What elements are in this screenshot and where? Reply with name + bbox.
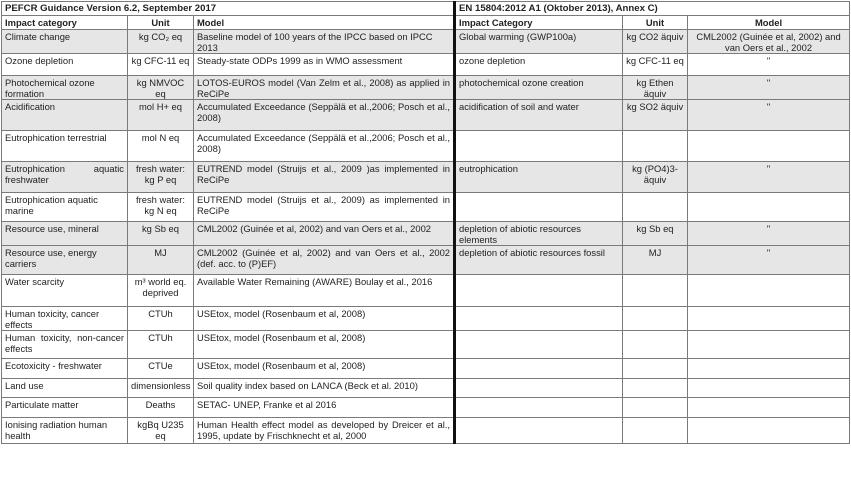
header-right-model: Model xyxy=(688,16,850,30)
right-unit-cell: kg CO2 äquiv xyxy=(623,30,688,54)
impact-category-cell: Eutrophication terrestrial xyxy=(2,131,128,162)
right-impact-category-cell xyxy=(455,398,623,418)
unit-cell: MJ xyxy=(128,246,194,275)
right-unit-cell xyxy=(623,307,688,331)
right-model-cell: " xyxy=(688,54,850,76)
impact-category-cell: Climate change xyxy=(2,30,128,54)
unit-cell: m³ world eq. deprived xyxy=(128,275,194,307)
model-cell: LOTOS-EUROS model (Van Zelm et al., 2008) as applied in ReCiPe xyxy=(194,76,455,100)
right-model-cell xyxy=(688,193,850,222)
table-row xyxy=(2,162,850,193)
model-cell: EUTREND model (Struijs et al., 2009 )as implemented in ReCiPe xyxy=(194,162,455,193)
right-impact-category-cell xyxy=(455,331,623,359)
right-model-cell: " xyxy=(688,100,850,131)
header-impact-category: Impact category xyxy=(2,16,128,30)
unit-cell: mol H+ eq xyxy=(128,100,194,131)
unit-cell: mol N eq xyxy=(128,131,194,162)
impact-category-cell: Ozone depletion xyxy=(2,54,128,76)
table-row xyxy=(2,418,850,444)
table-row xyxy=(2,398,850,418)
right-model-cell: " xyxy=(688,246,850,275)
table-row xyxy=(2,54,850,76)
right-impact-category-cell xyxy=(455,193,623,222)
right-impact-category-cell: depletion of abiotic resources elements xyxy=(455,222,623,246)
impact-comparison-table xyxy=(1,1,850,444)
right-unit-cell xyxy=(623,359,688,379)
right-impact-category-cell: photochemical ozone creation xyxy=(455,76,623,100)
header-right-impact-category: Impact Category xyxy=(455,16,623,30)
right-model-cell xyxy=(688,131,850,162)
right-unit-cell xyxy=(623,193,688,222)
right-unit-cell: kg CFC-11 eq xyxy=(623,54,688,76)
table-row xyxy=(2,379,850,398)
model-cell: USEtox, model (Rosenbaum et al, 2008) xyxy=(194,307,455,331)
unit-cell: fresh water: kg N eq xyxy=(128,193,194,222)
table-row xyxy=(2,359,850,379)
unit-cell: dimensionless xyxy=(128,379,194,398)
impact-category-cell: Photochemical ozone formation xyxy=(2,76,128,100)
right-unit-cell: kg Ethen äquiv xyxy=(623,76,688,100)
table-row xyxy=(2,331,850,359)
right-model-cell xyxy=(688,359,850,379)
right-impact-category-cell xyxy=(455,275,623,307)
right-unit-cell: MJ xyxy=(623,246,688,275)
model-cell: Soil quality index based on LANCA (Beck et al. 2010) xyxy=(194,379,455,398)
model-cell: Available Water Remaining (AWARE) Boulay et al., 2016 xyxy=(194,275,455,307)
right-impact-category-cell xyxy=(455,307,623,331)
right-impact-category-cell: depletion of abiotic resources fossil xyxy=(455,246,623,275)
right-model-cell xyxy=(688,331,850,359)
impact-category-cell: Human toxicity, cancer effects xyxy=(2,307,128,331)
right-unit-cell xyxy=(623,131,688,162)
table-row xyxy=(2,307,850,331)
model-cell: Accumulated Exceedance (Seppälä et al.,2006; Posch et al., 2008) xyxy=(194,100,455,131)
model-cell: CML2002 (Guinée et al, 2002) and van Oers et al., 2002 (def. acc. to (P)EF) xyxy=(194,246,455,275)
right-standard-title: EN 15804:2012 A1 (Oktober 2013), Annex C) xyxy=(455,2,850,16)
right-model-cell: " xyxy=(688,222,850,246)
right-model-cell: " xyxy=(688,162,850,193)
model-cell: USEtox, model (Rosenbaum et al, 2008) xyxy=(194,359,455,379)
right-unit-cell xyxy=(623,418,688,444)
table-row xyxy=(2,275,850,307)
right-unit-cell xyxy=(623,275,688,307)
table-row xyxy=(2,131,850,162)
unit-cell: kg CFC-11 eq xyxy=(128,54,194,76)
unit-cell: CTUh xyxy=(128,331,194,359)
right-impact-category-cell: eutrophication xyxy=(455,162,623,193)
impact-category-cell: Acidification xyxy=(2,100,128,131)
right-model-cell xyxy=(688,398,850,418)
right-impact-category-cell: ozone depletion xyxy=(455,54,623,76)
right-unit-cell: kg SO2 äquiv xyxy=(623,100,688,131)
right-unit-cell: kg (PO4)3- äquiv xyxy=(623,162,688,193)
impact-category-cell: Water scarcity xyxy=(2,275,128,307)
right-impact-category-cell: acidification of soil and water xyxy=(455,100,623,131)
impact-category-cell: Ionising radiation human health xyxy=(2,418,128,444)
right-impact-category-cell xyxy=(455,131,623,162)
impact-category-cell: Ecotoxicity - freshwater xyxy=(2,359,128,379)
table-row xyxy=(2,222,850,246)
right-model-cell xyxy=(688,307,850,331)
unit-cell: kg CO₂ eq xyxy=(128,30,194,54)
unit-cell: CTUe xyxy=(128,359,194,379)
right-unit-cell xyxy=(623,398,688,418)
table-row xyxy=(2,30,850,54)
table-row xyxy=(2,193,850,222)
impact-category-cell: Resource use, mineral xyxy=(2,222,128,246)
header-unit: Unit xyxy=(128,16,194,30)
impact-category-cell: Particulate matter xyxy=(2,398,128,418)
header-right-unit: Unit xyxy=(623,16,688,30)
impact-category-cell: Human toxicity, non-cancer effects xyxy=(2,331,128,359)
impact-category-cell: Eutrophication aquatic marine xyxy=(2,193,128,222)
model-cell: SETAC- UNEP, Franke et al 2016 xyxy=(194,398,455,418)
model-cell: CML2002 (Guinée et al, 2002) and van Oers et al., 2002 xyxy=(194,222,455,246)
right-impact-category-cell xyxy=(455,359,623,379)
right-model-cell: " xyxy=(688,76,850,100)
unit-cell: Deaths xyxy=(128,398,194,418)
right-impact-category-cell: Global warming (GWP100a) xyxy=(455,30,623,54)
right-unit-cell: kg Sb eq xyxy=(623,222,688,246)
right-model-cell xyxy=(688,275,850,307)
right-unit-cell xyxy=(623,331,688,359)
table-row xyxy=(2,100,850,131)
unit-cell: kg NMVOC eq xyxy=(128,76,194,100)
header-row xyxy=(2,16,850,30)
impact-category-cell: Land use xyxy=(2,379,128,398)
unit-cell: CTUh xyxy=(128,307,194,331)
right-unit-cell xyxy=(623,379,688,398)
table-row xyxy=(2,76,850,100)
right-model-cell: CML2002 (Guinée et al, 2002) and van Oers et al., 2002 xyxy=(688,30,850,54)
unit-cell: fresh water: kg P eq xyxy=(128,162,194,193)
unit-cell: kgBq U235 eq xyxy=(128,418,194,444)
model-cell: Baseline model of 100 years of the IPCC based on IPCC 2013 xyxy=(194,30,455,54)
model-cell: USEtox, model (Rosenbaum et al, 2008) xyxy=(194,331,455,359)
right-impact-category-cell xyxy=(455,379,623,398)
impact-category-cell: Eutrophication aquatic freshwater xyxy=(2,162,128,193)
header-model: Model xyxy=(194,16,455,30)
model-cell: Steady-state ODPs 1999 as in WMO assessment xyxy=(194,54,455,76)
model-cell: EUTREND model (Struijs et al., 2009) as implemented in ReCiPe xyxy=(194,193,455,222)
model-cell: Accumulated Exceedance (Seppälä et al.,2006; Posch et al., 2008) xyxy=(194,131,455,162)
impact-category-cell: Resource use, energy carriers xyxy=(2,246,128,275)
right-model-cell xyxy=(688,418,850,444)
table-row xyxy=(2,246,850,275)
right-impact-category-cell xyxy=(455,418,623,444)
left-standard-title: PEFCR Guidance Version 6.2, September 2017 xyxy=(2,2,455,16)
unit-cell: kg Sb eq xyxy=(128,222,194,246)
table-title-row xyxy=(2,2,850,16)
model-cell: Human Health effect model as developed by Dreicer et al., 1995, update by Frischknecht et al, 2000 xyxy=(194,418,455,444)
right-model-cell xyxy=(688,379,850,398)
